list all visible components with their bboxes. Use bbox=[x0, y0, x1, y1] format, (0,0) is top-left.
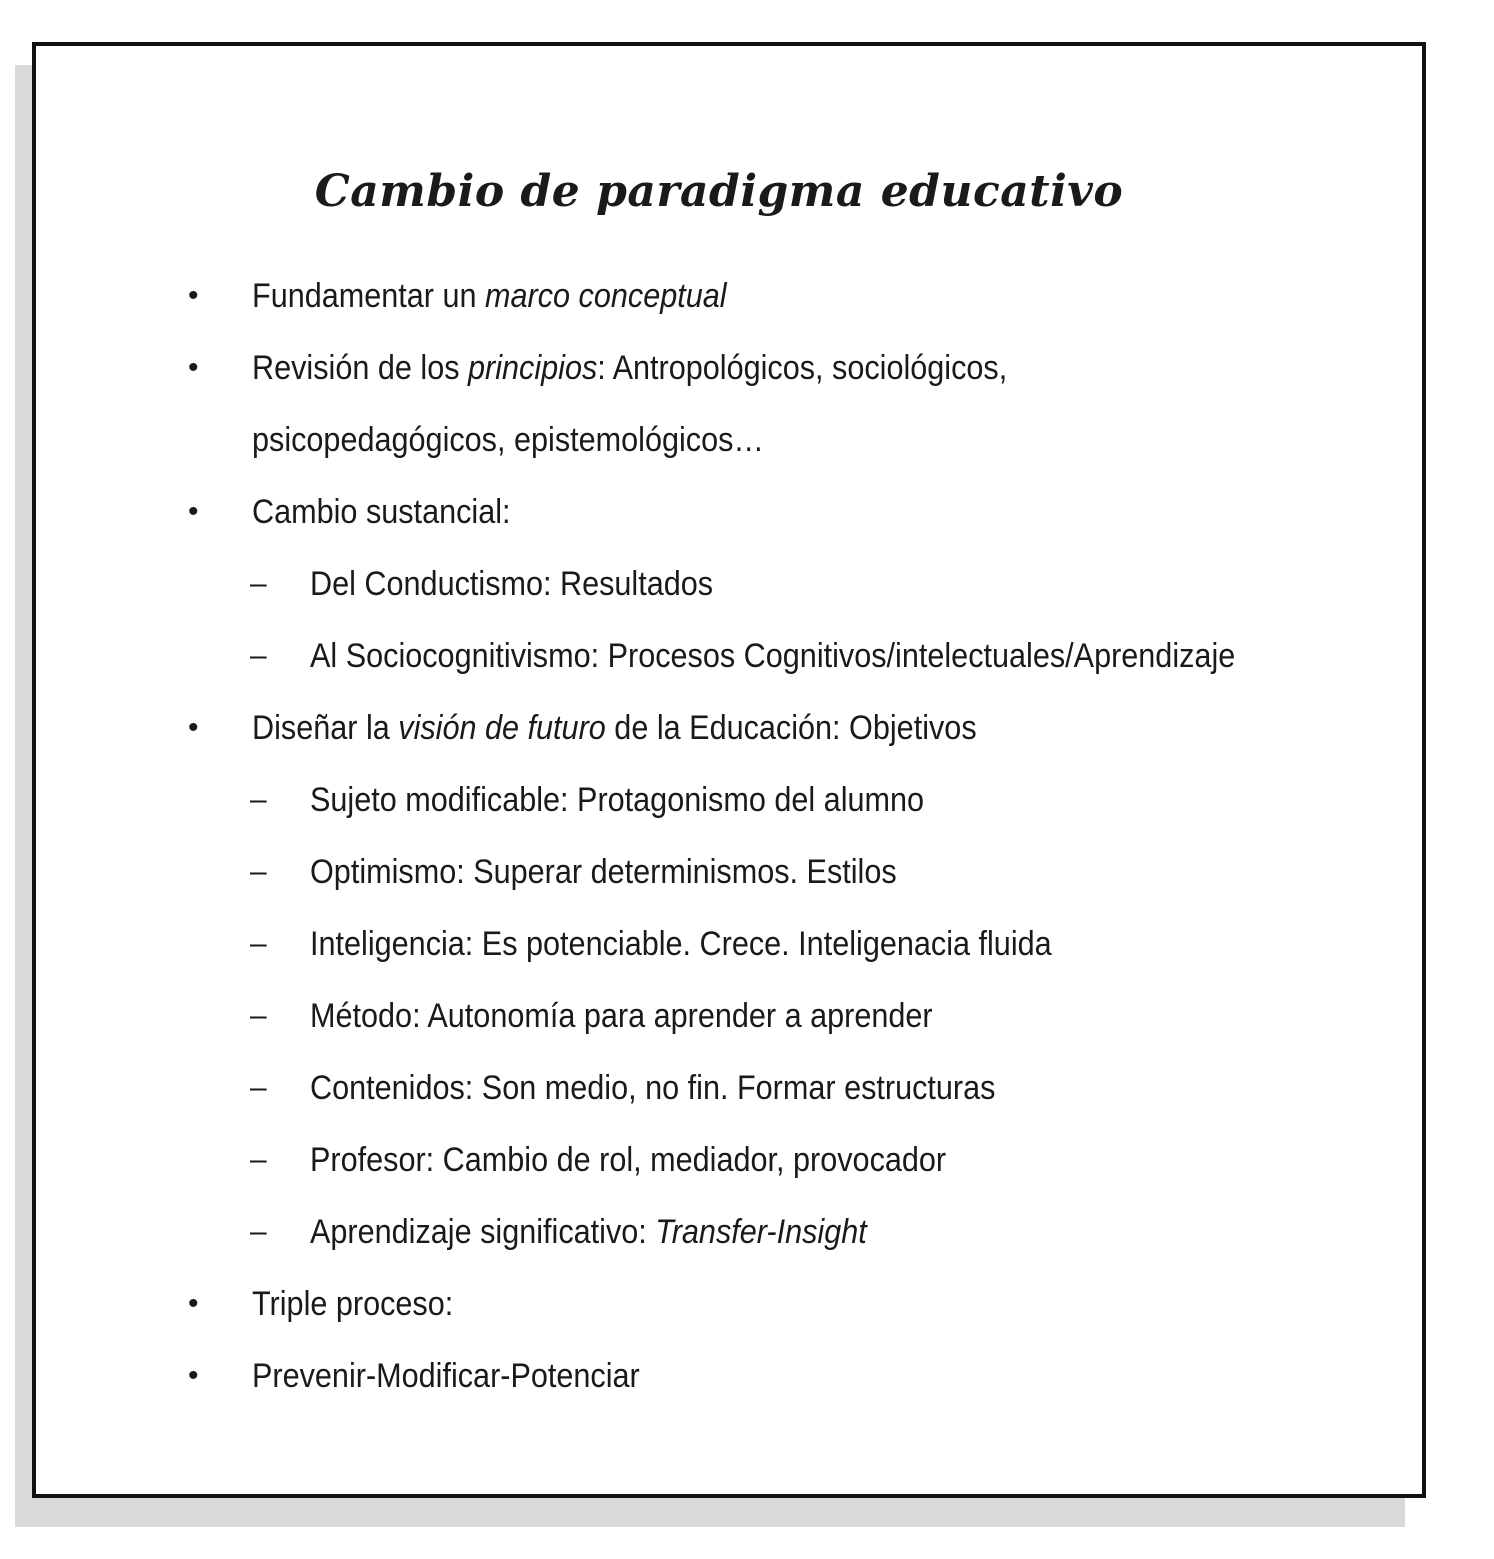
item-text-tail: de la Educación: Objetivos bbox=[605, 709, 977, 747]
list-item bbox=[252, 274, 727, 318]
list-item bbox=[252, 706, 977, 750]
bullet-marker: • bbox=[188, 495, 199, 528]
list-item bbox=[252, 346, 1007, 390]
slide-title: Cambio de paradigma educativo bbox=[314, 166, 1124, 217]
bullet-marker: • bbox=[188, 711, 199, 744]
dash-marker: – bbox=[250, 639, 267, 672]
bullet-marker: • bbox=[188, 279, 199, 312]
bullet-marker: • bbox=[188, 1287, 199, 1320]
sub-list-item bbox=[310, 850, 897, 894]
dash-marker: – bbox=[250, 567, 267, 600]
dash-marker: – bbox=[250, 1071, 267, 1104]
dash-marker: – bbox=[250, 855, 267, 888]
item-text: Inteligencia: Es potenciable. Crece. Inteligenacia fluida bbox=[310, 925, 1052, 963]
sub-list-item bbox=[310, 994, 933, 1038]
item-text-tail: : Antropológicos, sociológicos, bbox=[597, 349, 1008, 387]
sub-list-item bbox=[310, 1138, 946, 1182]
item-text: Sujeto modificable: Protagonismo del alumno bbox=[310, 781, 925, 819]
item-text: Cambio sustancial: bbox=[252, 493, 511, 531]
item-text: Revisión de los bbox=[252, 349, 469, 387]
bullet-marker: • bbox=[188, 1359, 199, 1392]
item-emphasis: Transfer-Insight bbox=[655, 1213, 867, 1251]
list-item bbox=[252, 1282, 453, 1326]
list-item bbox=[252, 490, 511, 534]
item-text: Profesor: Cambio de rol, mediador, provocador bbox=[310, 1141, 947, 1179]
item-text: psicopedagógicos, epistemológicos… bbox=[252, 421, 765, 459]
sub-list-item bbox=[310, 634, 1235, 678]
sub-list-item bbox=[310, 778, 924, 822]
item-text: Del Conductismo: Resultados bbox=[310, 565, 714, 603]
dash-marker: – bbox=[250, 927, 267, 960]
dash-marker: – bbox=[250, 999, 267, 1032]
dash-marker: – bbox=[250, 1143, 267, 1176]
item-text: Aprendizaje significativo: bbox=[310, 1213, 656, 1251]
dash-marker: – bbox=[250, 1215, 267, 1248]
sub-list-item bbox=[310, 1066, 995, 1110]
list-item bbox=[252, 1354, 640, 1398]
item-emphasis: marco conceptual bbox=[485, 277, 727, 315]
list-item-continuation bbox=[252, 418, 764, 462]
item-text: Contenidos: Son medio, no fin. Formar estructuras bbox=[310, 1069, 996, 1107]
bullet-marker: • bbox=[188, 351, 199, 384]
sub-list-item bbox=[310, 562, 713, 606]
item-text: Optimismo: Superar determinismos. Estilos bbox=[310, 853, 897, 891]
dash-marker: – bbox=[250, 783, 267, 816]
sub-list-item bbox=[310, 922, 1052, 966]
item-text: Método: Autonomía para aprender a aprender bbox=[310, 997, 933, 1035]
slide-panel bbox=[32, 42, 1426, 1498]
item-emphasis: principios bbox=[468, 349, 598, 387]
sub-list-item bbox=[310, 1210, 867, 1254]
item-text: Al Sociocognitivismo: Procesos Cognitivos/intelectuales/Aprendizaje bbox=[310, 637, 1236, 675]
item-text: Diseñar la bbox=[252, 709, 399, 747]
item-text: Triple proceso: bbox=[252, 1285, 454, 1323]
item-emphasis: visión de futuro bbox=[398, 709, 606, 747]
item-text: Prevenir-Modificar-Potenciar bbox=[252, 1357, 640, 1395]
item-text: Fundamentar un bbox=[252, 277, 486, 315]
